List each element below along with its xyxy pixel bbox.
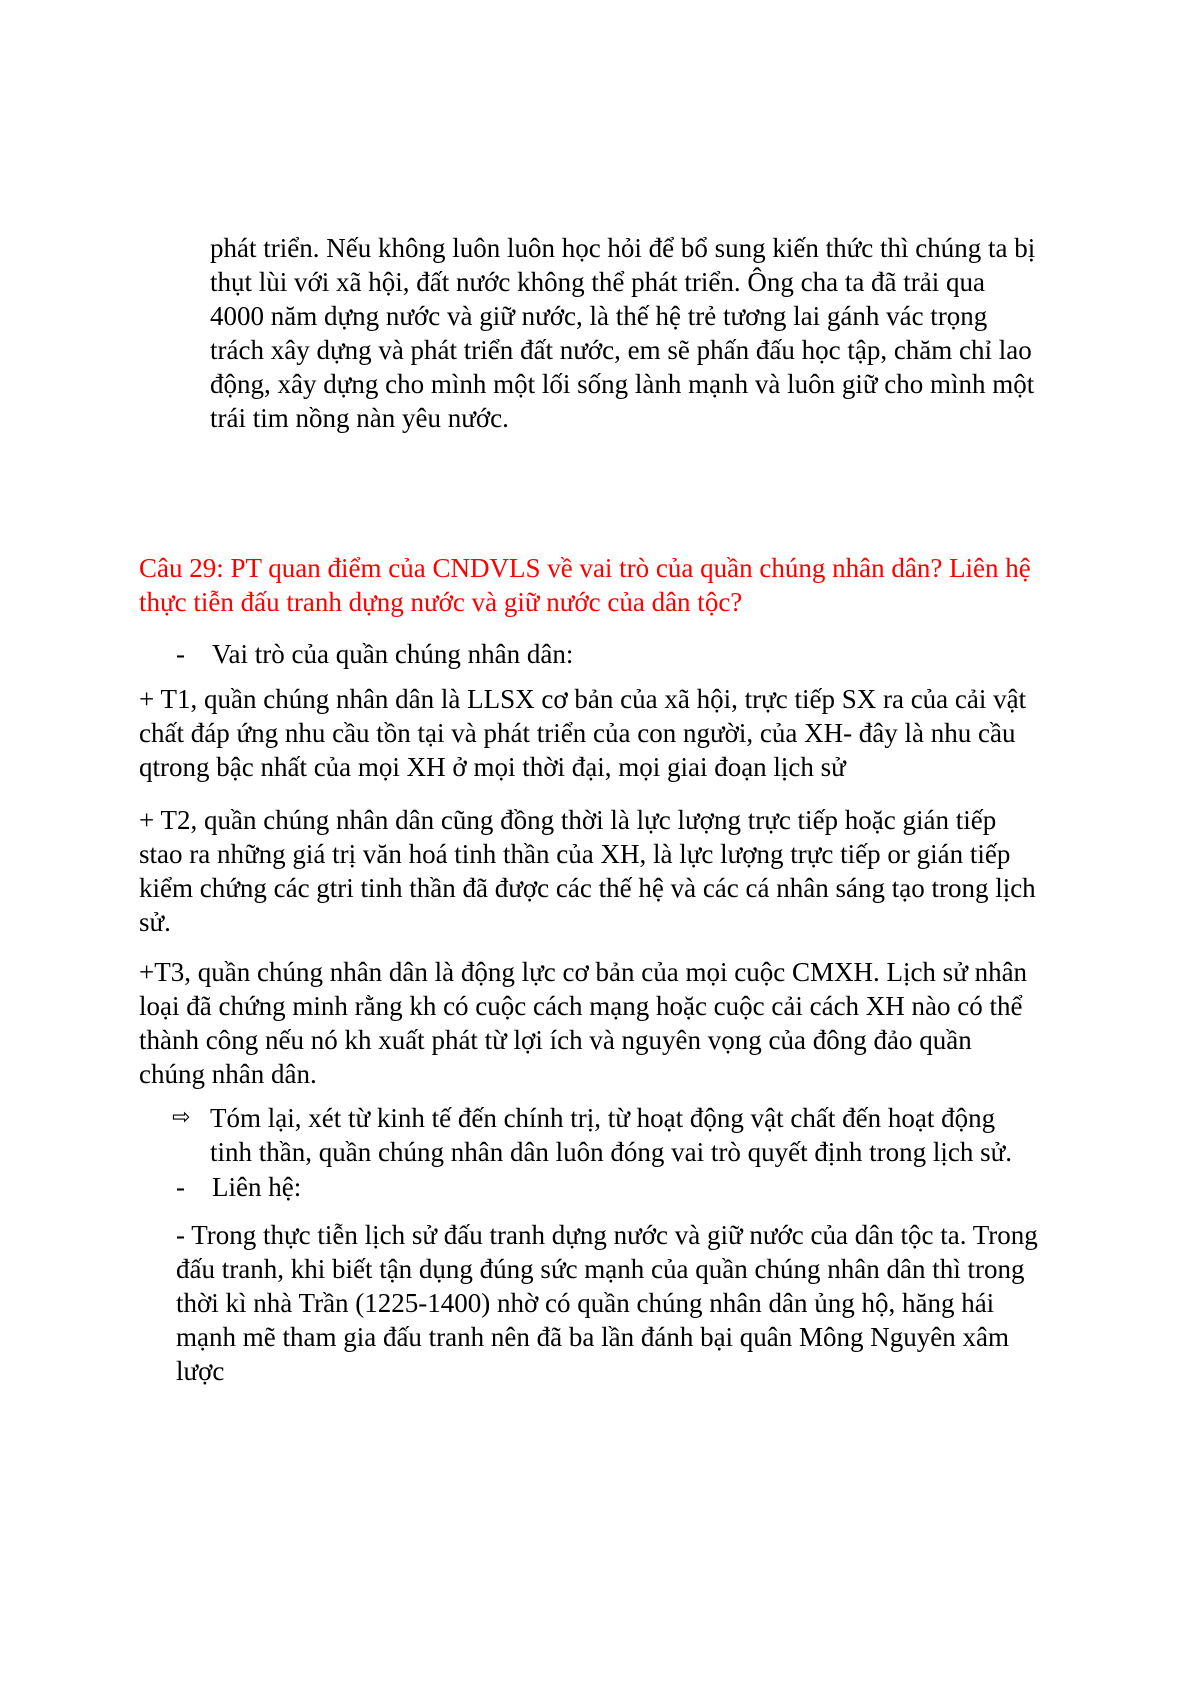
paragraph-line: chất đáp ứng nhu cầu tồn tại và phát triển của con người, của XH- đây là nhu cầu [139, 718, 1016, 748]
question-heading [139, 551, 1031, 619]
lienhe-paragraph [176, 1218, 1038, 1388]
paragraph-line: thời kì nhà Trần (1225-1400) nhờ có quần chúng nhân dân ủng hộ, hăng hái [176, 1288, 995, 1318]
paragraph-line: động, xây dựng cho mình một lối sống lành mạnh và luôn giữ cho mình một [210, 369, 1035, 399]
paragraph-line: loại đã chứng minh rằng kh có cuộc cách mạng hoặc cuộc cải cách XH nào có thể [139, 991, 1023, 1021]
hollow-right-arrow-icon: ⇨ [172, 1105, 191, 1130]
paragraph-line: đấu tranh, khi biết tận dụng đúng sức mạnh của quần chúng nhân dân thì trong [176, 1254, 1025, 1284]
dash-bullet-icon: - [176, 1172, 185, 1202]
paragraph-line: +T3, quần chúng nhân dân là động lực cơ bản của mọi cuộc CMXH. Lịch sử nhân [139, 957, 1028, 987]
bullet-text: Liên hệ: [212, 1172, 302, 1202]
question-line: thực tiễn đấu tranh dựng nước và giữ nước của dân tộc? [139, 587, 743, 617]
paragraph-line: + T2, quần chúng nhân dân cũng đồng thời là lực lượng trực tiếp hoặc gián tiếp [139, 805, 997, 835]
paragraph-line: thành công nếu nó kh xuất phát từ lợi ích và nguyên vọng của đông đảo quần [139, 1025, 972, 1055]
t2-paragraph [139, 803, 1036, 939]
question-line: Câu 29: PT quan điểm của CNDVLS về vai trò của quần chúng nhân dân? Liên hệ [139, 553, 1031, 583]
paragraph-line: sử. [139, 907, 171, 937]
paragraph-line: trái tim nồng nàn yêu nước. [210, 403, 509, 433]
paragraph-line: + T1, quần chúng nhân dân là LLSX cơ bản của xã hội, trực tiếp SX ra của cải vật [139, 684, 1027, 714]
dash-bullet-icon: - [176, 639, 185, 669]
paragraph-line: kiểm chứng các gtri tinh thần đã được các thế hệ và các cá nhân sáng tạo trong lịch [139, 873, 1036, 903]
paragraph-line: Tóm lại, xét từ kinh tế đến chính trị, từ hoạt động vật chất đến hoạt động [210, 1103, 996, 1133]
paragraph-line: tinh thần, quần chúng nhân dân luôn đóng vai trò quyết định trong lịch sử. [210, 1137, 1013, 1167]
paragraph-line: trách xây dựng và phát triển đất nước, em sẽ phấn đấu học tập, chăm chỉ lao [210, 335, 1032, 365]
paragraph-line: phát triển. Nếu không luôn luôn học hỏi để bổ sung kiến thức thì chúng ta bị [210, 233, 1036, 263]
paragraph-line: chúng nhân dân. [139, 1059, 317, 1089]
paragraph-line: lược [176, 1356, 225, 1386]
paragraph-line: - Trong thực tiễn lịch sử đấu tranh dựng nước và giữ nước của dân tộc ta. Trong [176, 1220, 1038, 1250]
bullet-text: Vai trò của quần chúng nhân dân: [212, 639, 574, 669]
paragraph-line: 4000 năm dựng nước và giữ nước, là thế hệ trẻ tương lai gánh vác trọng [210, 301, 988, 331]
t1-paragraph [139, 682, 1026, 784]
summary-text [210, 1101, 1012, 1169]
t3-paragraph [139, 955, 1027, 1091]
paragraph-line: mạnh mẽ tham gia đấu tranh nên đã ba lần đánh bại quân Mông Nguyên xâm [176, 1322, 1010, 1352]
paragraph-line: qtrong bậc nhất của mọi XH ở mọi thời đại, mọi giai đoạn lịch sử [139, 752, 846, 782]
paragraph-line: stao ra những giá trị văn hoá tinh thần của XH, là lực lượng trực tiếp or gián tiếp [139, 839, 1011, 869]
paragraph-line: thụt lùi với xã hội, đất nước không thể phát triển. Ông cha ta đã trải qua [210, 267, 985, 297]
intro-paragraph [210, 231, 1035, 435]
